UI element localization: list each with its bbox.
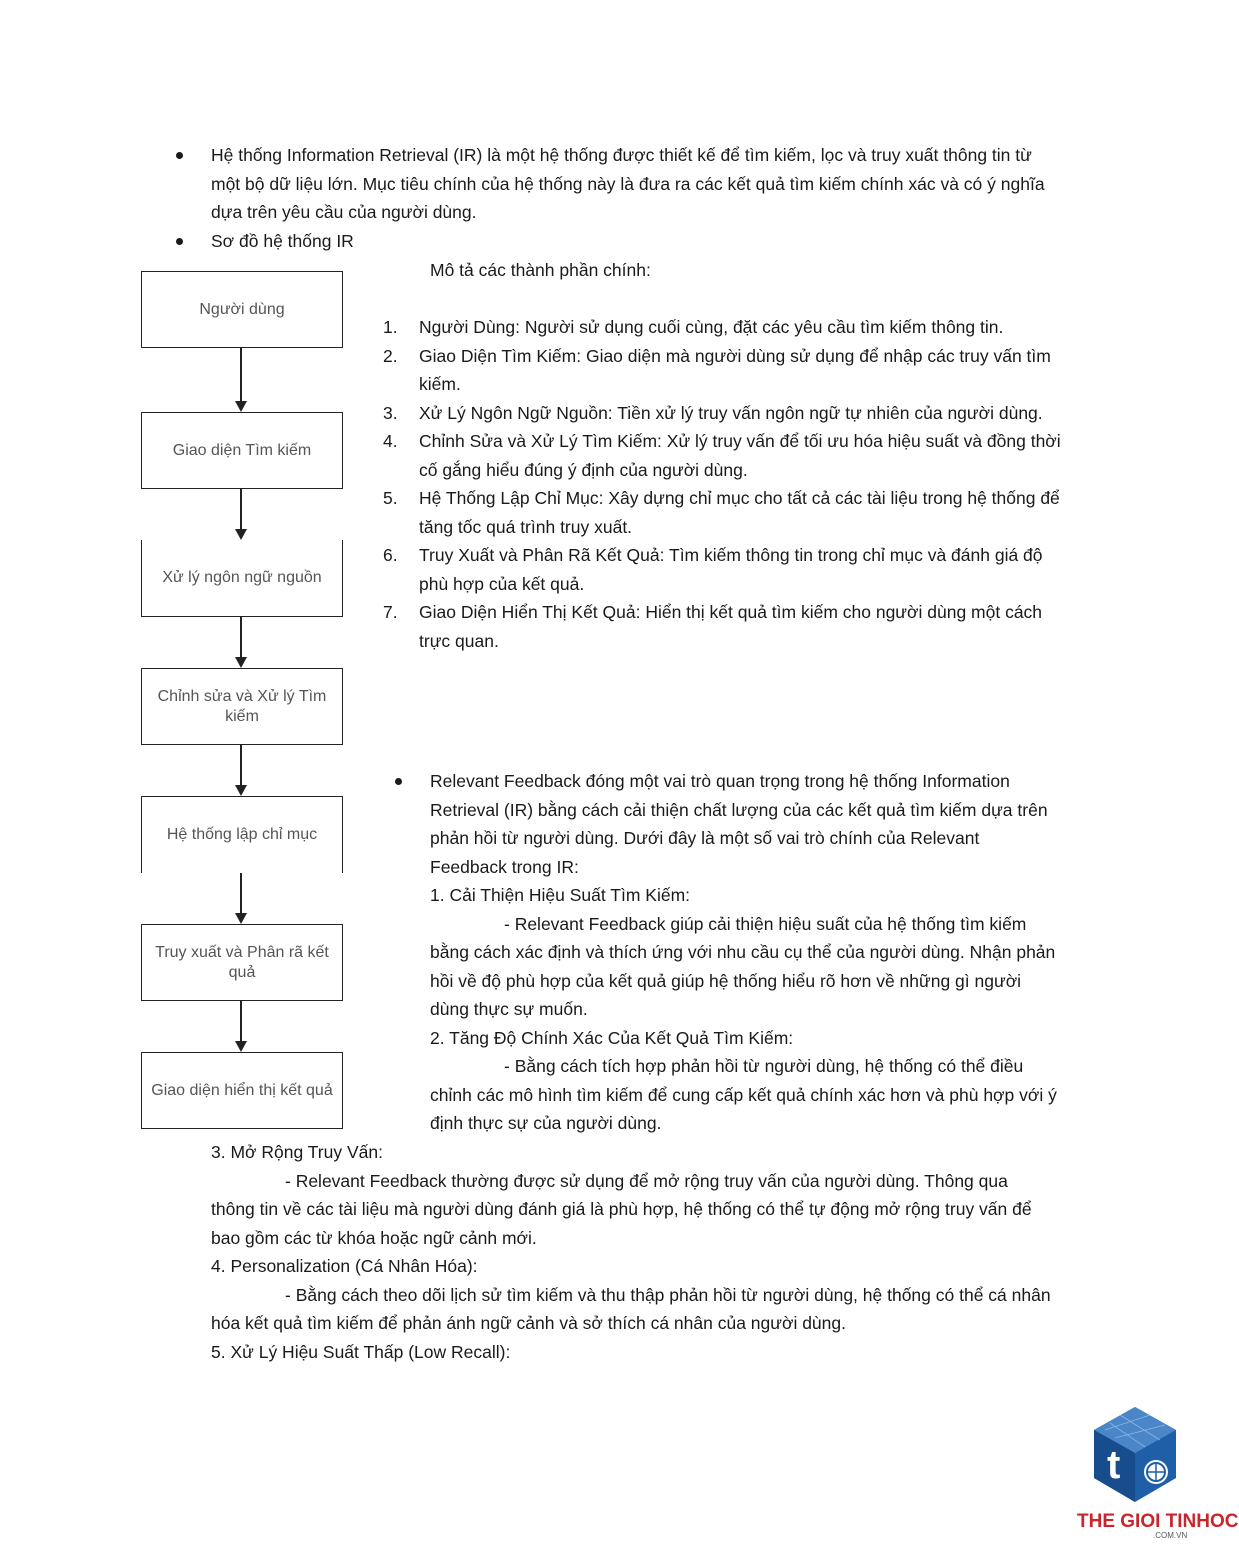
list-number: 3. [383,402,398,423]
list-text: Chỉnh Sửa và Xử Lý Tìm Kiếm: Xử lý truy vấn để tối ưu hóa hiệu suất và đồng thời cố gắng hiểu đúng ý định của người dùng. [419,431,1061,480]
list-number: 2. [383,345,398,366]
flow-arrow [240,617,242,658]
list-item [383,484,1063,541]
list-item [383,342,1063,399]
list-number: 4. [383,431,398,451]
feedback-column [430,767,1060,1138]
flow-box-language-processing: Xử lý ngôn ngữ nguồn [141,540,343,617]
diagram-heading: Sơ đồ hệ thống IR [211,231,354,251]
flow-arrow [240,745,242,786]
bullet-dot [176,238,183,245]
flow-arrow [240,348,242,402]
flow-box-indexing: Hệ thống lập chỉ mục [141,796,343,873]
list-text: Hệ Thống Lập Chỉ Mục: Xây dựng chỉ mục cho tất cả các tài liệu trong hệ thống để tăng tốc quá trình truy xuất. [419,488,1060,537]
list-text: Xử Lý Ngôn Ngữ Nguồn: Tiền xử lý truy vấn ngôn ngữ tự nhiên của người dùng. [419,402,1043,423]
flow-box-retrieval: Truy xuất và Phân rã kết quả [141,924,343,1001]
feedback-section-3-body: - Relevant Feedback thường được sử dụng để mở rộng truy vấn của người dùng. Thông qua thông tin về các tài liệu mà người dùng đánh giá là phù hợp, hệ thống có thể tự động mở rộng truy vấn để bao gồm các từ khóa hoặc ngữ cảnh mới. [211,1170,1032,1248]
list-text: Giao Diện Tìm Kiếm: Giao diện mà người dùng sử dụng để nhập các truy vấn tìm kiếm. [419,345,1051,394]
list-item [383,313,1063,342]
flow-arrowhead [235,913,247,924]
flow-arrowhead [235,1041,247,1052]
flow-box-search-interface: Giao diện Tìm kiếm [141,412,343,489]
list-number: 5. [383,488,398,508]
flow-arrowhead [235,785,247,796]
feedback-section-1-body: - Relevant Feedback giúp cải thiện hiệu suất của hệ thống tìm kiếm bằng cách xác định và thích ứng với nhu cầu cụ thể của người dùng. Nhận phản hồi về độ phù hợp của kết quả giúp hệ thống hiểu rõ hơn về những gì người dùng thực sự muốn. [430,913,1056,1019]
logo-cube-icon [1090,1405,1180,1505]
flow-arrow [240,873,242,914]
logo-domain: .COM.VN [1153,1531,1188,1540]
flow-arrowhead [235,401,247,412]
feedback-section-4-title: 4. Personalization (Cá Nhân Hóa): [211,1256,478,1276]
list-text: Giao Diện Hiển Thị Kết Quả: Hiển thị kết quả tìm kiếm cho người dùng một cách trực quan. [419,602,1043,651]
feedback-section-1-title: 1. Cải Thiện Hiệu Suất Tìm Kiếm: [430,885,691,905]
list-number: 7. [383,602,398,622]
components-list [383,313,1063,655]
feedback-section-2-title: 2. Tăng Độ Chính Xác Của Kết Quả Tìm Kiếm: [430,1027,794,1048]
bullet-dot [176,152,183,159]
site-logo [1077,1405,1239,1545]
flow-arrow [240,1001,242,1042]
list-text: Người Dùng: Người sử dụng cuối cùng, đặt các yêu cầu tìm kiếm thông tin. [419,317,1004,337]
list-number: 6. [383,545,398,565]
flow-box-user: Người dùng [141,271,343,348]
feedback-section-2-body: - Bằng cách tích hợp phản hồi từ người dùng, hệ thống có thể điều chỉnh các mô hình tìm kiếm để cung cấp kết quả chính xác hơn và phù hợp với ý định thực sự của người dùng. [430,1056,1057,1133]
flow-arrowhead [235,529,247,540]
list-item [383,541,1063,598]
feedback-section-5-title: 5. Xử Lý Hiệu Suất Thấp (Low Recall): [211,1341,511,1362]
list-item [383,598,1063,655]
components-heading: Mô tả các thành phần chính: [430,260,651,280]
logo-name: THE GIOI TINHOC [1077,1511,1239,1532]
flow-arrowhead [235,657,247,668]
feedback-intro: Relevant Feedback đóng một vai trò quan trọng trong hệ thống Information Retrieval (IR) bằng cách cải thiện chất lượng của các kết quả tìm kiếm dựa trên phản hồi từ người dùng. Dưới đây là một số vai trò chính của Relevant Feedback trong IR: [430,771,1048,877]
list-item [383,399,1063,428]
feedback-section-4-body: - Bằng cách theo dõi lịch sử tìm kiếm và thu thập phản hồi từ người dùng, hệ thống có thể cá nhân hóa kết quả tìm kiếm để phản ánh ngữ cảnh và sở thích cá nhân của người dùng. [211,1284,1051,1333]
bullet-dot [395,778,402,785]
flow-arrow [240,489,242,530]
intro-paragraph: Hệ thống Information Retrieval (IR) là một hệ thống được thiết kế để tìm kiếm, lọc và truy xuất thông tin từ một bộ dữ liệu lớn. Mục tiêu chính của hệ thống này là đưa ra các kết quả tìm kiếm chính xác và có ý nghĩa dựa trên yêu cầu của người dùng. [211,145,1045,222]
logo-letter: t [1107,1443,1121,1487]
feedback-section-3-title: 3. Mở Rộng Truy Vấn: [211,1142,383,1162]
list-item [383,427,1063,484]
list-text: Truy Xuất và Phân Rã Kết Quả: Tìm kiếm thông tin trong chỉ mục và đánh giá độ phù hợp của kết quả. [419,545,1043,594]
list-number: 1. [383,317,398,337]
flow-box-results-interface: Giao diện hiển thị kết quả [141,1052,343,1129]
flow-box-query-processing: Chỉnh sửa và Xử lý Tìm kiếm [141,668,343,745]
feedback-continuation [211,1138,1056,1366]
